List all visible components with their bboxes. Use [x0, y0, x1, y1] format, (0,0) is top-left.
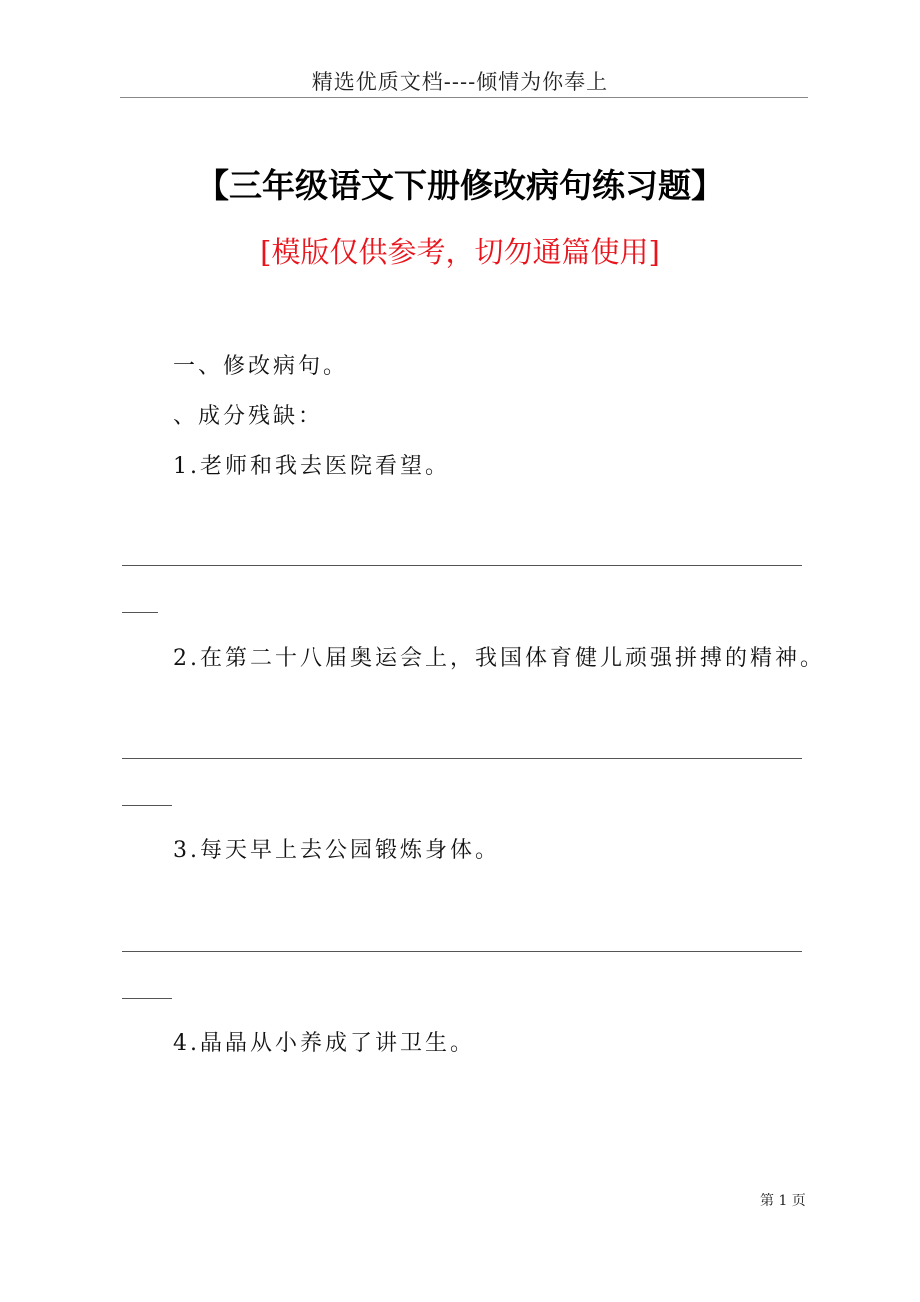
section-heading: 一、修改病句。 — [173, 354, 349, 379]
question-3: 3.每天早上去公园锻炼身体。 — [173, 838, 500, 863]
question-4: 4.晶晶从小养成了讲卫生。 — [173, 1031, 475, 1056]
document-title: 【三年级语文下册修改病句练习题】 — [196, 166, 724, 205]
document-subtitle: [模版仅供参考，切勿通篇使用] — [260, 235, 660, 269]
page-number: 第 1 页 — [760, 1193, 806, 1209]
answer-line-1-continuation — [122, 612, 158, 613]
answer-line-3-continuation — [122, 998, 172, 999]
answer-line-3 — [122, 951, 802, 952]
question-2: 2.在第二十八届奥运会上，我国体育健儿顽强拼搏的精神。 — [173, 646, 825, 671]
answer-line-1 — [122, 565, 802, 566]
answer-line-2-continuation — [122, 805, 172, 806]
header-text: 精选优质文档----倾情为你奉上 — [311, 70, 609, 94]
subsection-heading: 、成分残缺： — [173, 404, 324, 429]
header-divider — [120, 97, 808, 98]
question-1: 1.老师和我去医院看望。 — [173, 454, 450, 479]
answer-line-2 — [122, 758, 802, 759]
